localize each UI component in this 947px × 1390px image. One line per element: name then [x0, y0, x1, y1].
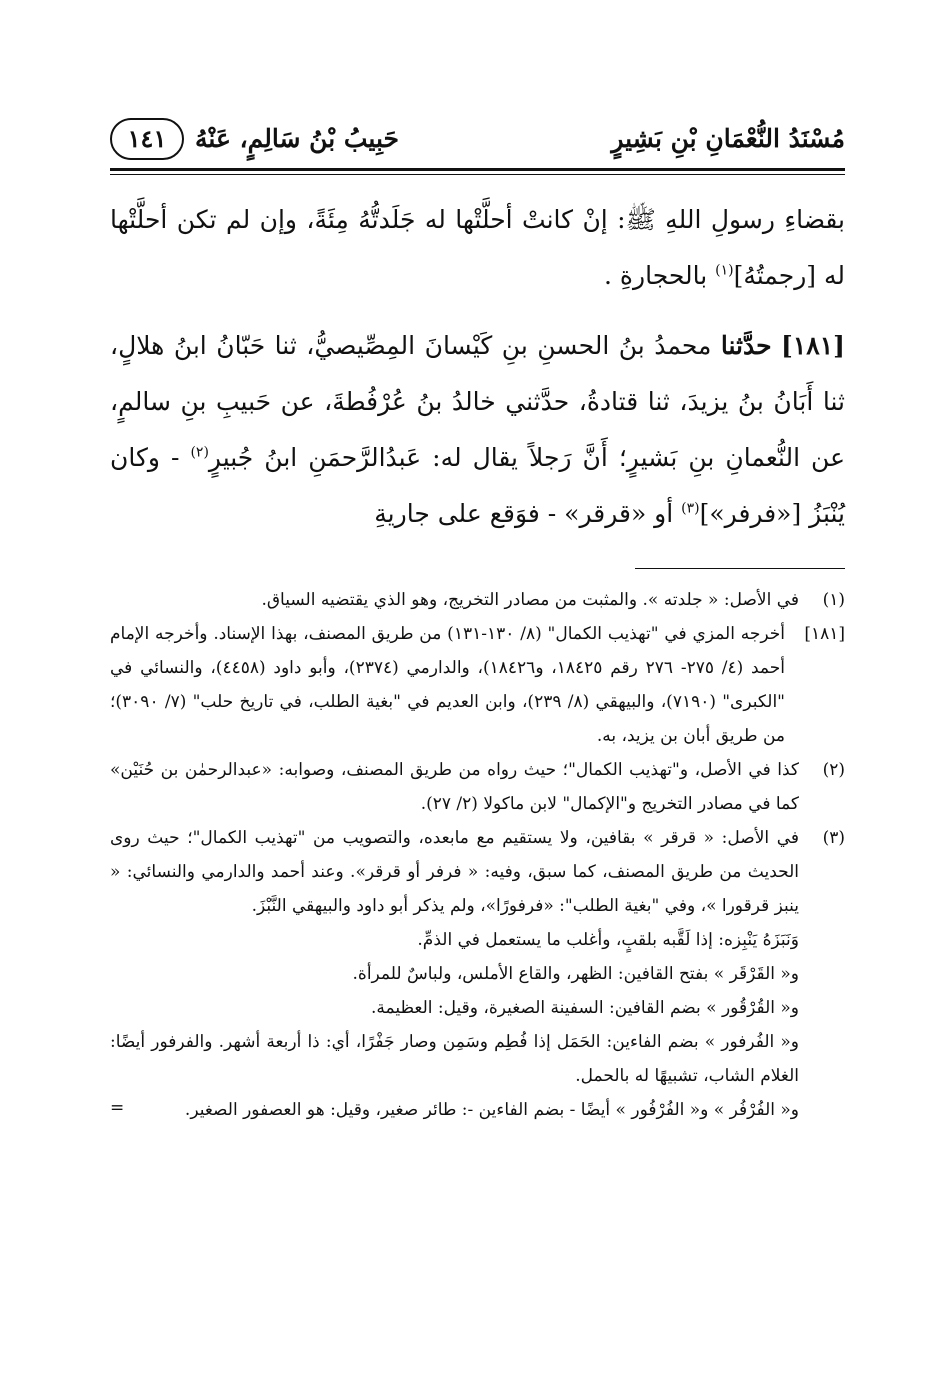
footnote-ref-1: (١)	[715, 262, 734, 279]
footnote-ref-3: (٣)	[681, 500, 700, 517]
paragraph-2-text-b: - وكان يُنْبَزُ [«فرفر»]	[110, 443, 845, 528]
footnote-separator	[635, 568, 845, 569]
header-rule	[110, 168, 845, 171]
paragraph-2	[110, 318, 845, 542]
footnote-line: و« القَرْقَر » بفتح القافين: الظهر، والقاع الأملس، ولباسٌ للمرأة.	[352, 964, 799, 984]
running-header	[110, 110, 845, 166]
footnote-marker: [١٨١]	[804, 624, 845, 644]
footnote-marker: (٣)	[822, 828, 845, 848]
footnote-line: كذا في الأصل، و"تهذيب الكمال"؛ حيث رواه من طريق المصنف، وصوابه: «عبدالرحمٰن بن حُنَيْن» كما في مصادر التخريج و"الإكمال" لابن ماكولا (٢/ ٢٧).	[110, 760, 799, 814]
footnote-ref-2: (٢)	[190, 444, 209, 461]
footnote-body	[110, 583, 799, 617]
footnote	[110, 583, 845, 617]
paragraph-2-text-c: أو «قرقر» - فوَقع على جاريةِ	[374, 499, 682, 528]
footnote-body	[110, 821, 799, 1127]
footnote	[110, 753, 845, 821]
footnote-body	[110, 617, 785, 753]
paragraph-2-text-a: محمدُ بنُ الحسنِ بنِ كَيْسانَ المِصِّيصيُّ، ثنا حَبّانُ ابنُ هلالٍ، ثنا أَبَانُ بنُ يزيدَ، ثنا قتادةُ، حدَّثني خالدُ بنُ عُرْفُطةَ، عن حَبيبِ بنِ سالمٍ، عن النُّعمانِ بنِ بَشيرٍ؛ أَنَّ رَجلاً يقال له: عَبدُالرَّحمَنِ ابنُ جُبيرٍ	[110, 331, 845, 472]
footnote-line: وَنَبَزَهُ يَنْبِزه: إذا لَقَّبه بلقبٍ، وأغلب ما يستعمل في الذمِّ.	[417, 930, 799, 950]
book-page	[110, 110, 845, 1137]
footnote-line: و« الفُرفور » بضم الفاءين: الحَمَل إذا فُطِم وسَمِن وصار جَفْرًا، أي: ذا أربعة أشهر. والفرفور أيضًا: الغلام الشاب، تشبيهًا له بالحمل.	[110, 1032, 799, 1086]
footnote	[110, 617, 845, 753]
paragraph-1-text: بقضاءِ رسولِ اللهِ ﷺ: إنْ كانتْ أحلَّتْها له جَلَدتُّهُ مِئَةً، وإن لم تكن أحلَّتْها له [رجمتُهُ]	[110, 205, 845, 290]
footnote-line: و« القُرْقُور » بضم القافين: السفينة الصغيرة، وقيل: العظيمة.	[370, 998, 799, 1018]
paragraph-1-end: بالحجارةِ .	[604, 261, 716, 290]
footnote-line: أخرجه المزي في "تهذيب الكمال" (٨/ ١٣٠-١٣١) من طريق المصنف، بهذا الإسناد. وأخرجه الإمام أحمد (٤/ ٢٧٥- ٢٧٦ رقم ١٨٤٢٥، و١٨٤٢٦)، والدارمي (٢٣٧٤)، وأبو داود (٤٤٥٨)، والنسائي في "الكبرى" (٧١٩٠)، والبيهقي (٨/ ٢٣٩)، وابن العديم في "بغية الطلب، في تاريخ حلب" (٧/ ٣٠٩٠)؛ من طريق أبان بن يزيد، به.	[110, 624, 785, 746]
main-text	[110, 192, 845, 542]
footnote-line: و« الفُرْفُر » و« الفُرْفُور » أيضًا - بضم الفاءين -: طائر صغير، وقيل: هو العصفور الصغير.	[184, 1100, 799, 1120]
header-rule-thin	[110, 174, 845, 175]
footnotes	[110, 583, 845, 1137]
footnote-marker: (١)	[822, 590, 845, 610]
footnote-marker: (٢)	[822, 760, 845, 780]
footnote-line: في الأصل: « قرقر » بقافين، ولا يستقيم مع مابعده، والتصويب من "تهذيب الكمال"؛ حيث روى الحديث من طريق المصنف، كما سبق، وفيه: « فرفر أو قرقر». وعند أحمد والدارمي والنسائي: « ينبز قرقورا »، وفي "بغية الطلب": «فرفورًا»، ولم يذكر أبو داود والبيهقي النَّبْزَ.	[110, 828, 799, 916]
paragraph-1	[110, 192, 845, 304]
page-number: ١٤١	[110, 118, 184, 160]
footnote	[110, 821, 845, 1127]
footnote-line: في الأصل: « جلدته ». والمثبت من مصادر التخريج، وهو الذي يقتضيه السياق.	[261, 590, 799, 610]
header-title-left: حَبِيبُ بْنُ سَالِمٍ، عَنْهُ	[195, 124, 399, 153]
hadith-number: [١٨١]	[781, 331, 845, 360]
haddathana-word: حدَّثنا	[720, 331, 772, 360]
footnote-body	[110, 753, 799, 821]
header-title-right: مُسْنَدُ النُّعْمَانِ بْنِ بَشِيرٍ	[611, 124, 845, 153]
continuation-mark: =	[110, 1098, 125, 1118]
